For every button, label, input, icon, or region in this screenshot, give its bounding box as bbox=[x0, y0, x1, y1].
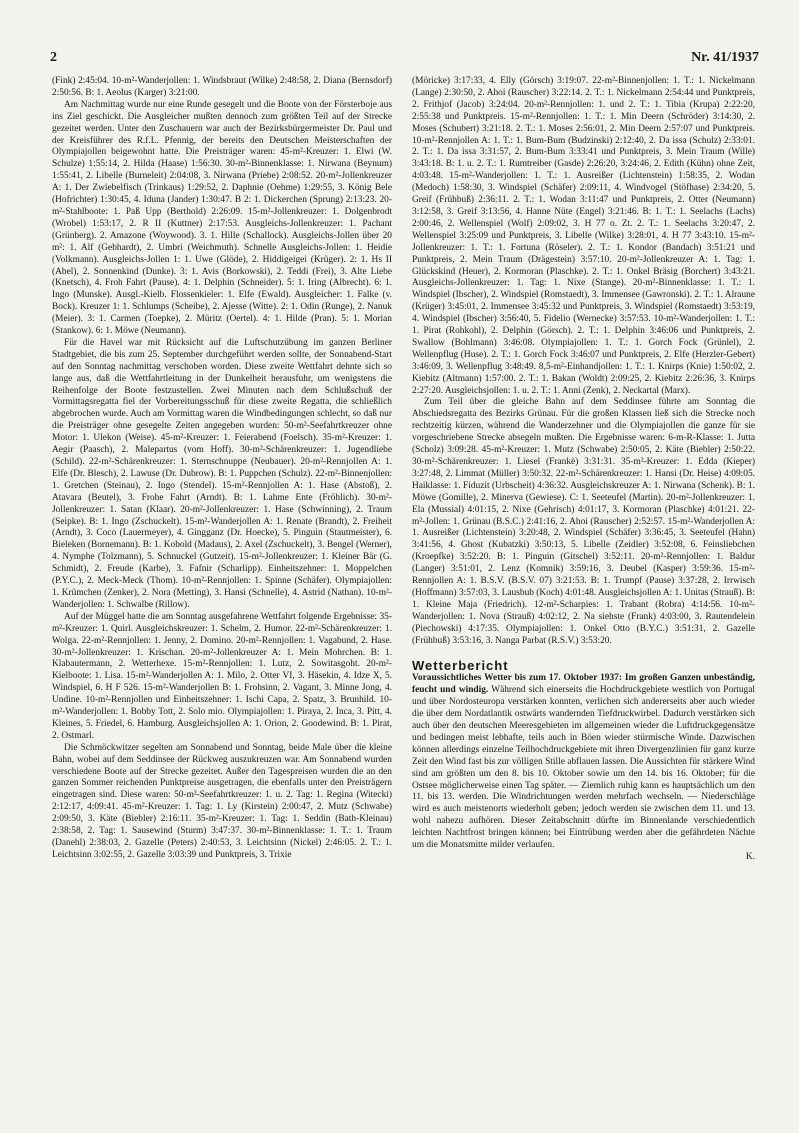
left-paragraph-5: Die Schmöckwitzer segelten am Sonnabend und Sonntag, beide Male über die kleine Bahn, wobei auf dem Seddinsee der Rückweg auszukreuzen war. Am Sonnabend wurden verschiedene Boote auf der Strecke gezeitet. Außer den Tagespreisen wurden die an den ganzen Sommer reichenden Punktpreise ausgetragen, die ebenfalls unter den Preisträgern eingetragen sind. Diese waren: 50-m²-Seefahrtkreuzer: 1. u. 2. Tag: 1. Regina (Witecki) 2:12:17, 4:09:41. 45-m²-Kreuzer: 1. Tag: 1. Ly (Kirstein) 2:00:47, 2. Mutz (Schwabe) 2:09:50, 3. Käte (Biebler) 2:16:11. 35-m²-Kreuzer: 1. Tag: 1. Seddin (Bath-Kleinau) 2:38:58, 2. Tag: 1. Sausewind (Sturm) 3:47:37. 30-m²-Binnenklasse: 1. T.: 1. Traum (Danehl) 2:38:03, 2. Gazelle (Peters) 2:40:53, 3. Leichtsinn (Nickel) 2:46:05. 2. T.: 1. Leichtsinn 3:02:55, 2. Gazelle 3:03:39 und Punktpreis, 3. Trixie bbox=[52, 742, 392, 860]
left-paragraph-2: Am Nachmittag wurde nur eine Runde gesegelt und die Boote von der Försterboje aus ins Ziel geschickt. Die Ausgleicher mußten dennoch zum größten Teil auf der Strecke gezeitet werden. Unter den Zuschauern war auch der Bezirksbürgermeister Dr. Paul und der Kreisführer des R.f.L. Pfennig, der bereits den Deutschen Meisterschaften der Olympiajollen beigewohnt hatte. Die Preisträger waren: 45-m²-Kreuzer: 1. Elwi (W. Schulze) 1:55:14, 2. Hilda (Haase) 1:56:30. 30-m²-Binnenklasse: 1. Nirwana (Beynum) 1:55:41, 2. Libelle (Burneleit) 2:04:08, 3. Nirwana (Priebe) 2:08:52. 20-m²-Jollenkreuzer A: 1. Der Zwiebelfisch (Trinkaus) 1:29:52, 2. Daphnie (Oehme) 1:29:55, 3. König Bele (Hofrichter) 1:30:45, 4. Iduna (Jander) 1:30:47. B 2: 1. Dickerchen (Sprung) 2:13:23. 20-m²-Stahlboote: 1. Paß Upp (Berthold) 2:26:09. 15-m²-Jollenkreuzer: 1. Dolgenbrodt (Wrobel) 1:53:17, 2. R II (Kuttner) 2:17:53. Ausgleichs-Jollenkreuzer: 1. Pachant (Grünberg). 2. Amazone (Woywood). 3. 1. Hille (Schallock). Ausgleichs-Jollen über 20 m²: 1. Alf (Gebhardt), 2. Umbri (Weichmuth). Schnelle Ausgleichs-Jollen: 1. Heidie (Volkmann). Ausgleichs-Jollen 1: 1. Uwe (Glöde), 2. Hiddigeigei (Krüger). 2: 1. Hs II (Abel), 2. Sonnenkind (Dunke). 3: 1. Avis (Borkowski), 2. Teddi (Frei), 3. Alte Liebe (Knetsch), 4. Froh Fahrt (Pause). 4: 1. Delphin (Schneider). 5: 1. Iring (Albrecht). 6: 1. Ingo (Munske). Ausgl.-Kielb. Flossenkieler: 1. Elfe (Ewald). Ausgleicher: 1. Falke (v. Bock). Kreuzer 1: 1. Schlumps (Scheibe), 2. Ajesse (Witte). 2: 1. Odin (Runge), 2. Nanuk (Meier). 3: 1. Carmen (Toepke), 2. Müritz (Oertel). 4: 1. Hilde (Pran). 5: 1. Morian (Stankow). 6: 1. Möwe (Neumann). bbox=[52, 99, 392, 337]
issue-number: Nr. 41/1937 bbox=[691, 50, 759, 65]
weather-signature: K. bbox=[745, 852, 755, 862]
left-paragraph-4: Auf der Müggel hatte die am Sonntag ausgefahrene Wettfahrt folgende Ergebnisse: 35-m²-Kreuzer: 1. Quirl. Ausgleichskreuzer: 1. Schelm, 2. Humor. 22-m²-Schärenkreuzer: 1. Wolga. 22-m²-Rennjollen: 1. Jenny, 2. Domino. 20-m²-Rennjollen: 1. Vagabund, 2. Hase. 30-m²-Jollenkreuzer: 1. Krischan. 20-m²-Jollenkreuzer A: 1. Mein Mohrchen. B: 1. Klabautermann, 2. Wetterhexe. 15-m²-Rennjollen: 1. Lutz, 2. Sowitasgoht. 20-m²-Kielboote: 1. Lisa. 15-m²-Wanderjollen A: 1. Milo, 2. Otter VI, 3. Häsekin, 4. Idze X, 5. Windspiel, 6. H F 526. 15-m²-Wanderjollen B: 1. Frohsinn, 2. Vagant, 3. Minne Jong, 4. Undine. 10-m²-Rennjollen und Einheitszehner: 1. Ischi Capa, 2. Spatz, 3. Brunhild. 10-m²-Wanderjollen: 1. Bobby Tott, 2. Solo mio. Olympiajollen: 1. Piraya, 2. Inca, 3. Pitt, 4. Kleines, 5. Friedel, 6. Hamburg. Ausgleichsjollen A: 1. Orion, 2. Goodewind. B: 1. Pirat, 2. Ostmarl. bbox=[52, 611, 392, 741]
left-paragraph-3: Für die Havel war mit Rücksicht auf die Luftschutzübung im ganzen Berliner Stadtgebiet, die bis zum 25. September durchgeführt werden sollte, der Sonnabend-Start auf den Sonntag nachmittag verschoben worden. Diese zweite Wettfahrt dehnte sich so lange aus, daß die Wettfahrtleitung in der Dunkelheit herausfuhr, um wenigstens die Reihenfolge der Boote festzustellen. Zwei Minuten nach dem Schlußschuß der Vormittagsregatta fiel der Vorbereitungsschuß für diese zweite Regatta, die schließlich abgebrochen wurde. Auch am Vormittag waren die Windbedingungen schlecht, so daß nur die Preisträger ohne gesegelte Zeiten angegeben wurden: 50-m²-Seefahrtkreuzer ohne Motor: 1. Ulekon (Weise). 45-m²-Kreuzer: 1. Feierabend (Foelsch). 35-m²-Kreuzer: 1. Aegir (Paasch), 2. Malepartus (vom Hoff). 30-m²-Schärenkreuzer: 1. Jugendliebe (Schild). 22-m²-Schärenkreuzer: 1. Sternschnuppe (Neubauer). 20-m²-Rennjollen A: 1. Elfe (Dr. Blesch), 2. Lawuse (Dr. Dubrow). B: 1. Puppchen (Schulz). 22-m²-Binnenjollen: 1. Gretchen (Steinau), 2. Ingo (Stendel). 15-m²-Rennjollen A: 1. Hase (Abstoß), 2. Atavara (Beutel), 3. Frohe Fahrt (Arndt). B: 1. Lahme Ente (Fröhlich). 30-m²-Jollenkreuzer: 1. Satan (Klaar). 20-m²-Jollenkreuzer: 1. Hase (Schwinning), 2. Traum (Seipke). B: 1. Ingo (Zschuckelt). 15-m²-Wanderjollen A: 1. Renate (Brandt), 2. Freiheit (Arndt), 3. Coco (Lauermeyer), 4. Gingganz (Dr. Hoecke), 5. Pinguin (Stautmeister), 6. Bieleken (Bornemann). B: 1. Kobold (Madaus), 2. Axel (Zschuckelt), 3. Bengel (Werner), 4. Nymphe (Tolzmann), 5. Schnuckel (Gutzeit). 15-m²-Jollenkreuzer: 1. Kleiner Bär (G. Schmidt), 2. Freude (Karbe), 3. Fafnir (Scharlipp). Einheitszehner: 1. Moppelchen (P.Y.C.), 2. Meck-Meck (Thom). 10-m²-Rennjollen: 1. Spinne (Schäfer). Olympiajollen: 1. Krümchen (Zenker), 2. Nora (Metting), 3. Hansi (Schnelle), 4. Astrid (Nathan). 10-m²-Wanderjollen: 1. Schwalbe (Rillow). bbox=[52, 337, 392, 610]
left-paragraph-1: (Fink) 2:45:04. 10-m²-Wanderjollen: 1. Windsbraut (Wilke) 2:48:58, 2. Diana (Bernsdorf) 2:50:56. B: 1. Aeolus (Karger) 3:21:00. bbox=[52, 76, 392, 98]
right-paragraph-2: Zum Teil über die gleiche Bahn auf dem Seddinsee führte am Sonntag die Abschiedsregatta des Bezirks Grünau. Für die großen Klassen ließ sich die Strecke noch rechtzeitig kürzen, während die Wanderzehner und die Olympiajollen die ganze für sie vorgeschriebene Strecke absegeln mußten. Die Ergebnisse waren: 6-m-R-Klasse: 1. Jutta (Scholz) 3:09:28. 45-m²-Kreuzer: 1. Mutz (Schwabe) 2:50:05, 2. Käte (Biebler) 2:50:22. 30-m²-Schärenkreuzer: 1. Liesel (Frankè) 3:31:31. 35-m²-Kreuzer: 1. Edda (Kieper) 3:27:48, 2. Limmat (Müller) 3:50:32. 22-m²-Schärenkreuzer: 1. Hansi (Dr. Heise) 4:09:05. Haiklasse: 1. Fiduzit (Urbscheit) 4:36:32. Ausgleichskreuzer A: 1. Nirwana (Schenk). B: 1. Möwe (Gomille), 2. Minerva (Gewiese). C: 1. Seeteufel (Martin). 20-m²-Jollenkreuzer: 1. Ela (Mussial) 4:01:15, 2. Nixe (Gehrisch) 4:01:17, 3. Kormoran (Plaschke) 4:01:21. 22-m²-Jollen: 1. Grünau (B.S.C.) 2:41:16, 2. Ahoi (Rauscher) 2:52:57. 15-m²-Wanderjollen A: 1. Ausreißer (Lichtenstein) 3:20:48, 2. Windspiel (Schäfer) 3:36:45, 3. Seeteufel (Hahn) 3:41:56, 4. Ghost (Kubatzki) 3:50:13, 5. Libelle (Zeidler) 3:52:08, 6. Feinsliebchen (Kroepfke) 3:52:20. B: 1. Pinguin (Gitschel) 3:52:11. 20-m²-Rennjollen: 1. Baldur (Langer) 3:51:01, 2. Lenz (Komnik) 3:59:16, 3. Deubel (Kasper) 3:59:36. 15-m²-Rennjollen A: 1. B.S.V. (B.S.V. 07) 3:21:53. B: 1. Trumpf (Pause) 3:37:28, 2. Irrwisch (Hoffmann) 3:57:03, 3. Lausbub (Koch) 4:01:48. Ausgleichsjollen A: 1. Unitas (Strauß). B: 1. Kleine Maja (Friedrich). 12-m²-Scharpies: 1. Trabant (Robra) 4:14:56. 10-m²-Wanderjollen: 1. Nova (Strauß) 4:02:12, 2. Na siehste (Frank) 4:03:00, 3. Rautendelein (Piechowski) 4:17:35. Olympiajollen: 1. Onkel Otto (B.Y.C.) 3:51:31, 2. Gazelle (Frühbuß) 3:53:16, 3. Nanga Parbat (R.S.V.) 3:53:20. bbox=[412, 397, 756, 646]
right-column bbox=[412, 76, 755, 1106]
weather-title: Wetterbericht bbox=[412, 657, 509, 673]
left-column bbox=[52, 76, 392, 1106]
page-header bbox=[50, 50, 759, 70]
weather-body: Während sich einerseits die Hochdruckgebiete westlich von Portugal und über Nordosteuropa verstärken konnten, verlichen sich andererseits aber auch wieder die über dem Nordatlantik ostwärts wandernden Tiefdruckwirbel. Dadurch verstärken sich auch über den deutschen Meeresgebieten im allgemeinen wieder die Luftdruckgegensätze und bedingen meist lebhafte, teils auch in Böen wieder stürmische Winde. Dazwischen können allerdings einzelne Teilhochdruckgebiete mit ihren Divergenzlinien für ganz kurze Zeit den Wind fast bis zur völligen Stille abflauen lassen. Die Aussichten für stärkere Wind sind am größten um den 8. bis 10. Oktober sowie um den 14. bis 16. Oktober; für die Ostsee möglicherweise einen Tag später. — Ziemlich ruhig kann es hauptsächlich um den 11. bis 13. werden. Die Windrichtungen werden mehrfach wechseln. — Niederschläge wird es auch meistenorts wiederholt geben; jedoch werden sie zwischen dem 11. und 13. wohl nahezu aufhören. Dieser Zeitabschnitt dürfte im Binnenlande verschiedentlich leichten Nachtfrost bringen können; bei Eintrübung werden aber die gefährdeten Nächte um die Monatsmitte milder verlaufen. bbox=[412, 685, 756, 851]
right-paragraph-1: (Möricke) 3:17:33, 4. Elly (Görsch) 3:19:07. 22-m²-Binnenjollen: 1. T.: 1. Nickelmann (Lange) 2:30:50, 2. Ahoi (Rauscher) 3:22:14. 2. T.: 1. Nickelmann 2:54:44 und Punktpreis, 2. Frithjof (Jacob) 3:24:04. 20-m²-Rennjollen: 1. und 2. T.: 1. Tibia (Krupa) 2:22:20, 2:55:38 und Punktpreis. 15-m²-Rennjollen: 1. T.: 1. Min Deern (Schröder) 3:14:30, 2. Moses (Schubert) 3:21:18. 2. T.: 1. Moses 2:56:01, 2. Min Deern 2:57:07 und Punktpreis. 10-m²-Rennjollen A: 1. T.: 1. Bum-Bum (Budzinski) 2:12:40, 2. Da issa (Schulz) 2:33:01. 2. T.: 1. Da issa 3:31:57, 2. Bum-Bum 3:33:41 und Punktpreis, 3. Mein Traum (Wille) 3:43:18. B: 1. u. 2. T.: 1. Rumtreiber (Gasde) 2:26:20, 3:24:46, 2. Edith (Kühn) ohne Zeit, 4:03:48. 15-m²-Wanderjollen: 1. T.: 1. Ausreißer (Lichtenstein) 1:58:35, 2. Wodan (Medoch) 1:58:30, 3. Windspiel (Schäfer) 2:09:11, 4. Windvogel (Stöfhase) 2:34:20, 5. Greif (Frühbuß) 2:36:11. 2. T.: 1. Wodan 3:11:47 und Punktpreis, 2. Otter (Neumann) 3:12:58, 3. Greif 3:13:56, 4. Hanne Nüte (Engel) 3:21:46. B: 1. T.: 1. Seelachs (Lachs) 2:00:46, 2. Wellenspiel (Wolf) 2:09:02, 3. H 77 o. Zt. 2. T.: 1. Seelachs 3:20:47, 2. Wellenspiel 3:25:09 und Punktpreis, 3. Libelle (Wilke) 3:28:01, 4. H 77 3:43:10. 15-m²-Jollenkreuzer: 1. T.: 1. Fortuna (Röseler). 2. T.: 1. Kondor (Bandach) 3:51:21 und Punktpreis, 2. Mein Traum (Drägestein) 3:57:10. 20-m²-Jollenkreuzer A: 1. Tag: 1. Glückskind (Heuer), 2. Kormoran (Plaschke). 2. T.: 1. Onkel Bräsig (Borchert) 3:43:21. Ausgleichs-Jollenkreuzer: 1. Tag: 1. Nixe (Stange). 20-m²-Binnenklasse: 1. T.: 1. Windspiel (Ibscher), 2. Windspiel (Romstaedt), 3. Immensee (Gawronski). 2. T.: 1. Alraune (Krüger) 3:45:01, 2. Immensee 3:45:32 und Punktpreis, 3. Windspiel (Romstaedt) 3:53:19, 4. Windspiel (Ibscher) 3:56:40, 5. Fidelio (Wernecke) 3:57:53. 10-m²-Wanderjollen: 1. T.: 1. Pirat (Rohkohl), 2. Delphin (Görsch). 2. T.: 1. Delphin 3:46:06 und Punktpreis, 2. Swallow (Bohlmann) 3:46:08. Olympiajollen: 1. T.: 1. Gorch Fock (Grünlel), 2. Wellenpflug (Huse). 2. T.: 1. Gorch Fock 3:46:07 und Punktpreis, 2. Elfe (Herzler-Gebert) 3:46:09, 3. Wellenpflug 3:48:49. 8,5-m²-Einhandjollen: 1. T.: 1. Knirps (Knie) 1:50:02, 2. Kiebitz (Altmann) 1:57:00. 2. T.: 1. Bakan (Woldt) 2:09:25, 2. Kiebitz 2:26:36, 3. Knirps 2:27:20. Ausgleichsjollen: 1. u. 2. T.: 1. Anni (Zenk), 2. Neckartal (Marx). bbox=[412, 76, 755, 396]
weather-lead: Voraussichtliches Wetter bis zum 17. Oktober 1937: Im großen Ganzen unbeständig, feucht und windig. bbox=[412, 673, 755, 696]
weather-report bbox=[412, 657, 756, 864]
page-number: 2 bbox=[50, 50, 57, 65]
